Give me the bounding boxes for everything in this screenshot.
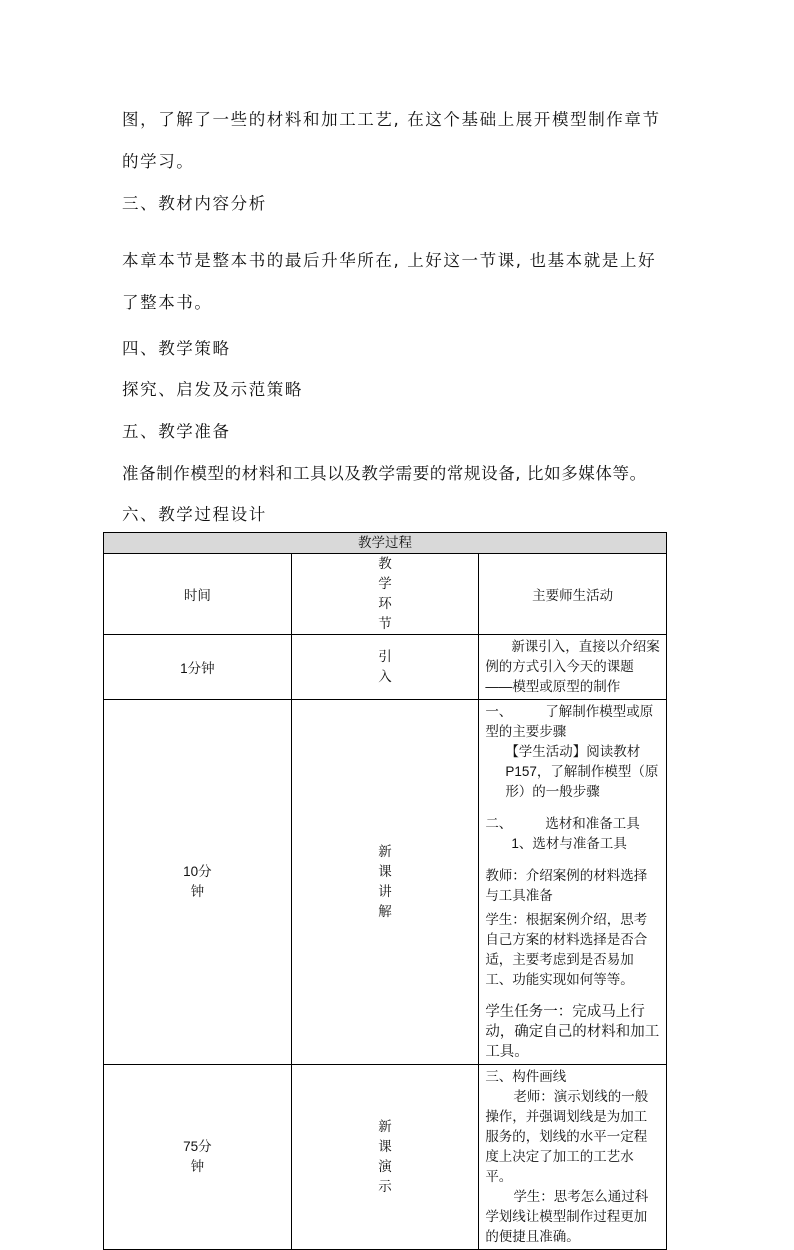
row-stage: 引入 — [291, 635, 479, 700]
row-time: 10分钟 — [104, 700, 292, 1065]
table-header-row — [104, 554, 667, 635]
paragraph-textbook-analysis-end: 了整本书。 — [122, 293, 213, 312]
header-stage: 教学环节 — [291, 554, 479, 635]
teaching-process-table — [103, 532, 667, 1250]
paragraph-teaching-preparation: 准备制作模型的材料和工具以及教学需要的常规设备, 比如多媒体等。 — [122, 464, 647, 483]
activity-line: 学生任务一：完成马上行动，确定自己的材料和加工工具。 — [485, 1004, 660, 1060]
paragraph-intro-end: 的学习。 — [122, 152, 195, 171]
heading-process-design: 六、教学过程设计 — [122, 505, 267, 524]
row-activity — [479, 700, 667, 1065]
header-time: 时间 — [104, 554, 292, 635]
row-stage: 新课演示 — [291, 1065, 479, 1250]
table-title: 教学过程 — [104, 533, 667, 554]
activity-line: 新课引入，直接以介绍案例的方式引入今天的课题——模型或原型的制作 — [485, 639, 660, 694]
activity-line: 1、选材与准备工具 — [511, 836, 627, 851]
paragraph-teaching-strategy: 探究、启发及示范策略 — [122, 380, 303, 399]
row-activity — [479, 635, 667, 700]
activity-line: 二、 选材和准备工具 — [485, 816, 640, 831]
row-time: 1分钟 — [104, 635, 292, 700]
activity-line: 三、构件画线 — [485, 1069, 567, 1084]
activity-line: 教师：介绍案例的材料选择与工具准备 — [485, 868, 648, 903]
activity-line: 学生：思考怎么通过科学划线让模型制作过程更加的便捷且准确。 — [485, 1189, 649, 1244]
row-activity — [479, 1065, 667, 1250]
heading-teaching-strategy: 四、教学策略 — [122, 339, 231, 358]
activity-line: 一、 了解制作模型或原型的主要步骤 — [485, 704, 654, 739]
heading-textbook-analysis: 三、教材内容分析 — [122, 194, 267, 213]
heading-teaching-preparation: 五、教学准备 — [122, 422, 231, 441]
spacer — [485, 990, 660, 1002]
spacer — [485, 854, 660, 866]
activity-line: 老师：演示划线的一般操作，并强调划线是为加工服务的，划线的水平一定程度上决定了加工的工艺水平。 — [485, 1089, 649, 1184]
activity-line: 学生：根据案例介绍，思考自己方案的材料选择是否合适，主要考虑到是否易加工、功能实现如何等等。 — [485, 912, 648, 987]
table-row — [104, 1065, 667, 1250]
row-stage: 新课讲解 — [291, 700, 479, 1065]
table-title-row — [104, 533, 667, 554]
table-row — [104, 635, 667, 700]
row-time: 75分钟 — [104, 1065, 292, 1250]
activity-line: 【学生活动】阅读教材 P157，了解制作模型（原形）的一般步骤 — [505, 744, 659, 799]
header-activity: 主要师生活动 — [479, 554, 667, 635]
paragraph-textbook-analysis: 本章本节是整本书的最后升华所在, 上好这一节课, 也基本就是上好 — [122, 251, 657, 270]
paragraph-intro-continued: 图，了解了一些的材料和加工工艺, 在这个基础上展开模型制作章节 — [122, 110, 661, 129]
spacer — [485, 802, 660, 814]
table-row — [104, 700, 667, 1065]
